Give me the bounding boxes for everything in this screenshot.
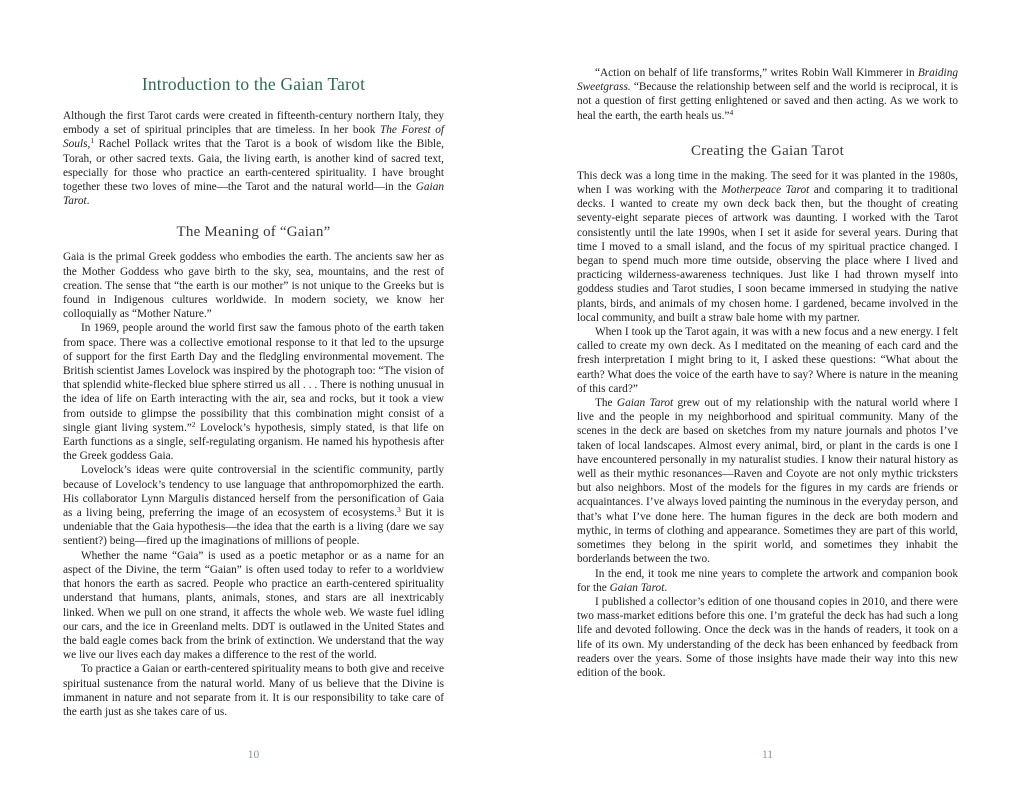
body-paragraph: In 1969, people around the world first saw the famous photo of the earth taken from space. There was a collective emotional response to it that led to the upsurge of support for the first Earth Day and the fledgling environmental movement. The British scientist James Lovelock was inspired by the photograph too: “The vision of that splendid white-flecked blue sphere stirred us all . . . There is nothing unusual in the idea of life on Earth interacting with the air, sea and rocks, but it took a view from outside to glimpse the possibility that this combination might consist of a single giant living system.”$^2$ Lovelock’s hypothesis, simply stated, is that life on Earth functions as a single, self-regulating organism. He named his hypothesis after the Greek goddess Gaia. xyxy=(63,322,444,463)
chapter-heading: Introduction to the Gaian Tarot xyxy=(141,74,366,94)
body-paragraph: This deck was a long time in the making. The seed for it was planted in the 1980s, when I was working with the Motherpeace Tarot and comparing it to traditional decks. I wanted to create my own deck back then, but the thought of creating seventy-eight separate pieces of artwork was daunting. I worked with the Tarot consistently until the late 1990s, when I set it aside for several years. During that time I moved to a small island, and the focus of my spiritual practice changed. I began to spend much more time outside, observing the place where I lived and practicing wilderness-awareness techniques. Just like I had thrown myself into goddess studies and Tarot studies, I soon became immersed in studying the native plants, birds, and animals of my chosen home. I gardened, became involved in the local community, and built a straw bale home with my partner. xyxy=(577,169,958,324)
body-paragraph: Although the first Tarot cards were created in fifteenth-century northern Italy, they embody a set of spiritual principles that are timeless. In her book The Forest of Souls,$^1$ Rachel Pollack writes that the Tarot is a book of wisdom like the Bible, Torah, or other sacred texts. Gaia, the living earth, is another kind of sacred text, especially for those who practice an earth-centered spirituality. I have brought together these two loves of mine—the Tarot and the natural world—in the Gaian Tarot. xyxy=(63,110,444,208)
page-number-left: 10 xyxy=(247,749,260,761)
right-page xyxy=(577,0,958,785)
section-heading-creating: Creating the Gaian Tarot xyxy=(690,142,844,159)
page-number-right: 11 xyxy=(761,749,774,761)
body-paragraph: Whether the name “Gaia” is used as a poetic metaphor or as a name for an aspect of the Divine, the term “Gaian” is often used today to refer to a worldview that honors the earth as sacred. People who practice an earth-centered spirituality understand that humans, plants, animals, stones, and stars are all inextricably linked. When we pull on one strand, it affects the whole web. We waste fuel idling our cars, and the ice in Greenland melts. DDT is outlawed in the United States and the bald eagle comes back from the brink of extinction. We understand that the way we live our lives each day makes a difference to the rest of the world. xyxy=(63,549,444,662)
body-paragraph: The Gaian Tarot grew out of my relationship with the natural world where I live and the people in my neighborhood and spiritual community. Many of the scenes in the deck are based on sketches from my nature journals and photos I’ve taken of local landscapes. Almost every animal, bird, or plant in the cards is one I have encountered personally in my naturalist studies. I know their natural history as well as their mythic resonances—Raven and Coyote are not only mythic tricksters but also neighbors. Most of the models for the figures in my cards are friends or acquaintances. I’ve always loved painting the numinous in the everyday person, and that’s what I’ve done here. The human figures in the deck are both modern and mythic, in terms of clothing and appearance. Sometimes they are part of this world, sometimes they belong in the spirit world, and sometimes they inhabit the borderlands between the two. xyxy=(577,397,959,566)
body-paragraph: In the end, it took me nine years to complete the artwork and companion book for the Gaian Tarot. xyxy=(577,567,958,594)
section-heading-meaning: The Meaning of “Gaian” xyxy=(176,224,331,241)
body-paragraph: “Action on behalf of life transforms,” writes Robin Wall Kimmerer in Braiding Sweetgrass. “Because the relationship between self and the world is reciprocal, it is not a question of first getting enlightened or saved and then acting. As we work to heal the earth, the earth heals us.”$^4$ xyxy=(577,67,958,122)
body-paragraph: I published a collector’s edition of one thousand copies in 2010, and there were two mass-market editions before this one. I’m grateful the deck has had such a long life and devoted following. Once the deck was in the hands of readers, it took on a life of its own. My understanding of the deck has been enhanced by feedback from readers over the years. Some of those insights have made their way into this new edition of the book. xyxy=(577,595,958,679)
body-paragraph: Lovelock’s ideas were quite controversial in the scientific community, partly because of Lovelock’s tendency to use language that anthropomorphized the earth. His collaborator Lynn Margulis distanced herself from the personification of Gaia as a living being, preferring the image of an ecosystem of ecosystems.$^3$ But it is undeniable that the Gaia hypothesis—the idea that the earth is a living (dare we say sentient?) being—fired up the imaginations of millions of people. xyxy=(63,464,444,548)
left-page xyxy=(63,0,444,785)
body-paragraph: Gaia is the primal Greek goddess who embodies the earth. The ancients saw her as the Mother Goddess who gave birth to the sky, sea, mountains, and the rest of creation. The sense that “the earth is our mother” is not unique to the Greeks but is found in Indigenous cultures worldwide. In modern society, we know her colloquially as “Mother Nature.” xyxy=(63,251,444,321)
body-paragraph: To practice a Gaian or earth-centered spirituality means to both give and receive spiritual sustenance from the natural world. Many of us believe that the Divine is immanent in nature and not separate from it. It is our responsibility to take care of the earth just as she takes care of us. xyxy=(63,663,444,718)
body-paragraph: When I took up the Tarot again, it was with a new focus and a new energy. I felt called to create my own deck. As I meditated on the meaning of each card and the fresh interpretation I might bring to it, I asked these questions: “What about the earth? What does the voice of the earth have to say? Where is nature in the meaning of this card?” xyxy=(577,326,958,395)
